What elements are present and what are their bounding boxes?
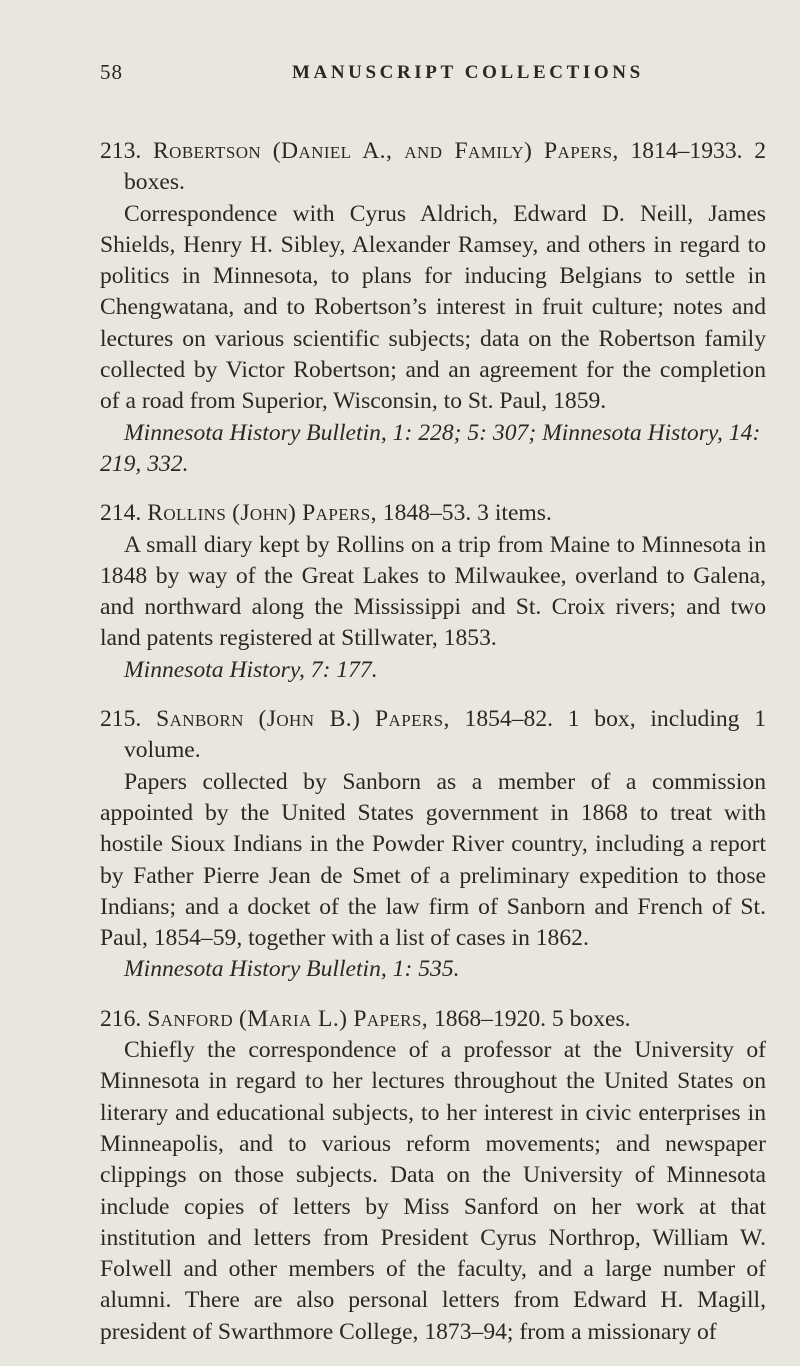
entry-papers-word: Papers,: [375, 706, 450, 733]
entry-extent: 1854–82. 1 box, including 1 volume.: [124, 706, 767, 764]
entry-213: [100, 136, 766, 480]
entry-name: Sanford: [147, 1005, 234, 1032]
entry-number: 215.: [100, 706, 142, 733]
entry-qualifier: (Maria L.): [238, 1005, 348, 1032]
entry-papers-word: Papers,: [302, 500, 377, 527]
entry-216: [100, 1004, 766, 1348]
entry-number: 214.: [100, 500, 142, 527]
entry-heading: [100, 136, 766, 199]
entry-name: Rollins: [147, 500, 227, 527]
entry-citation: Minnesota History Bulletin, 1: 535.: [124, 956, 460, 983]
entry-citation: Minnesota History, 7: 177.: [124, 656, 378, 683]
entry-description: A small diary kept by Rollins on a trip from Maine to Minnesota in 1848 by way of the Great Lakes to Milwaukee, overland to Galena, and northward along the Mississippi and St. Croix rivers; and two land patents registered at Stillwater, 1853.: [100, 531, 766, 652]
running-head: [100, 60, 762, 90]
entry-heading: [100, 704, 766, 767]
entry-qualifier: (John B.): [258, 706, 361, 733]
entry-extent: 1814–1933. 2 boxes.: [124, 138, 766, 196]
entry-qualifier: (John): [232, 500, 297, 527]
entry-description: Correspondence with Cyrus Aldrich, Edward D. Neill, James Shields, Henry H. Sibley, Alexander Ramsey, and others in regard to politics in Minnesota, to plans for inducing Belgians to settle in Chengwatana, and to Robertson’s interest in fruit culture; notes and lectures on various scientific subjects; data on the Robertson family collected by Victor Robertson; and an agreement for the completion of a road from Superior, Wisconsin, to St. Paul, 1859.: [100, 200, 766, 415]
entry-name: Robertson: [153, 138, 262, 164]
entry-214: [100, 498, 766, 686]
entry-description: Papers collected by Sanborn as a member of a commission appointed by the United States government in 1868 to treat with hostile Sioux Indians in the Powder River country, including a report by Father Pierre Jean de Smet of a preliminary expedition to those Indians; and a docket of the law firm of Sanborn and French of St. Paul, 1854–59, together with a list of cases in 1862.: [100, 768, 766, 952]
running-title: MANUSCRIPT COLLECTIONS: [292, 62, 644, 83]
entry-215: [100, 704, 766, 986]
entry-list: [100, 136, 766, 1366]
entry-description: Chiefly the correspondence of a professor at the University of Minnesota in regard to her lectures throughout the United States on literary and educational subjects, to her interest in civic enterprises in Minneapolis, and to various reform movements; and newspaper clippings on those subjects. Data on the University of Minnesota include copies of letters by Miss Sanford on her work at that institution and letters from President Cyrus Northrop, William W. Folwell and other members of the faculty, and a large number of alumni. There are also personal letters from Edward H. Magill, president of Swarthmore College, 1873–94; from a missionary of: [100, 1037, 766, 1345]
entry-heading: [100, 498, 766, 529]
entry-papers-word: Papers,: [544, 138, 619, 164]
entry-name: Sanborn: [156, 706, 244, 733]
entry-citation: Minnesota History Bulletin, 1: 228; 5: 307; Minnesota History, 14: 219, 332.: [100, 419, 761, 477]
entry-extent: 1868–1920. 5 boxes.: [433, 1005, 631, 1032]
entry-extent: 1848–53. 3 items.: [382, 500, 552, 527]
entry-heading: [100, 1004, 766, 1035]
page-number: 58: [100, 60, 123, 84]
entry-qualifier: (Daniel A., and Family): [272, 138, 533, 164]
entry-papers-word: Papers,: [353, 1005, 429, 1032]
entry-number: 213.: [100, 138, 142, 164]
entry-number: 216.: [100, 1005, 142, 1032]
